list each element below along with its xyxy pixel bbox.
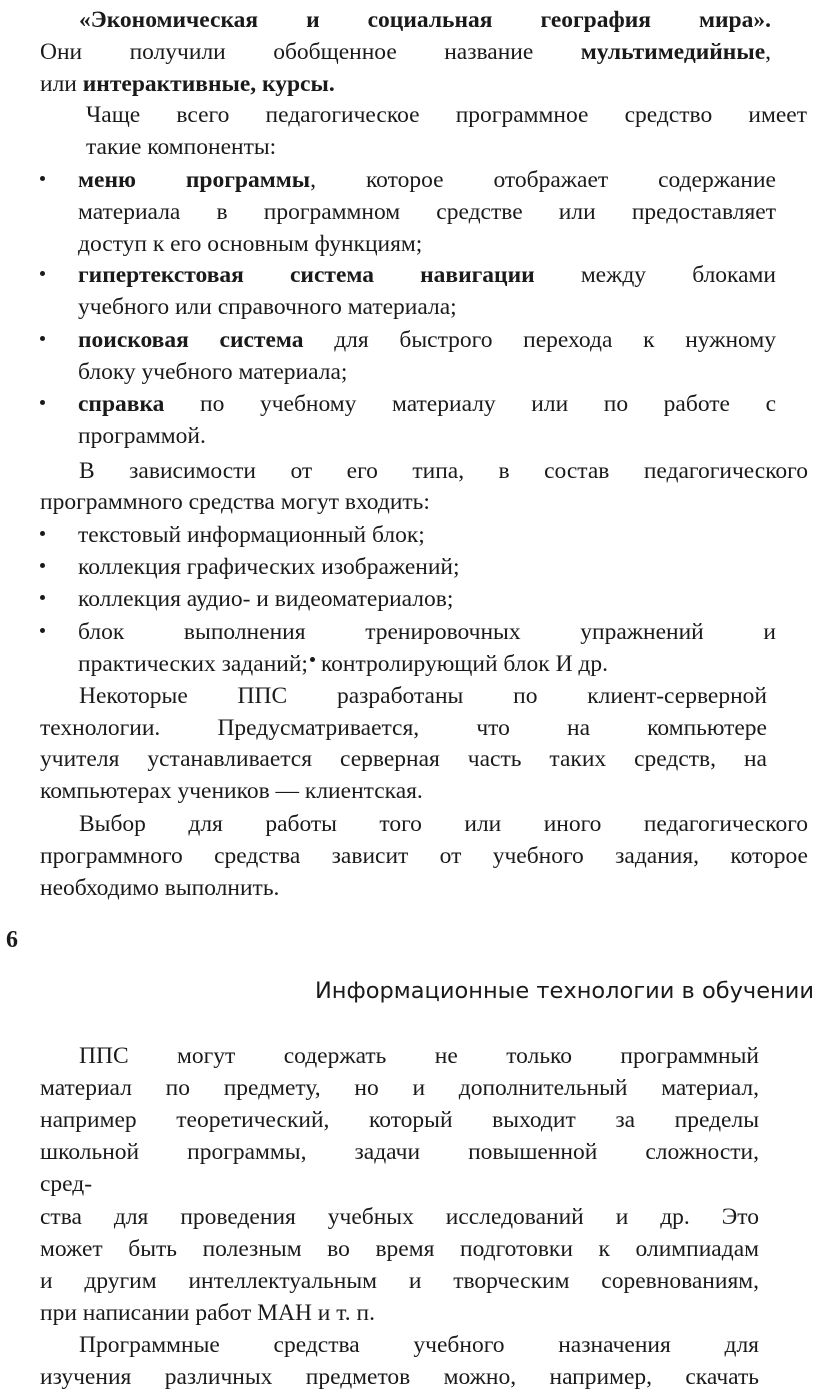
intro-line-2: Они получили обобщенное название мультимедийные, bbox=[40, 39, 771, 65]
list-item-menu: меню программы, которое отображает содержание материала в программном средстве или предоставляет доступ к его основным функциям; bbox=[40, 164, 776, 261]
bullet-icon bbox=[40, 176, 45, 181]
list-item-hypertext: гипертекстовая система навигации между блоками учебного или справочного материала; bbox=[40, 259, 776, 324]
content-line-8: и другим интеллектуальным и творческим соревнованиям, bbox=[40, 1268, 759, 1294]
client-server-line-3: учителя устанавливается серверная часть таких средств, на bbox=[40, 746, 767, 772]
content-line-1: ППС могут содержать не только программный bbox=[79, 1043, 759, 1069]
bullet-icon bbox=[310, 657, 315, 662]
list-item-media: коллекция аудио- и видеоматериалов; bbox=[40, 583, 776, 616]
list-item-exercises: блок выполнения тренировочных упражнений и практических заданий; контролирующий блок И др. bbox=[40, 616, 776, 681]
content-line-7: может быть полезным во время подготовки к олимпиадам bbox=[40, 1236, 759, 1262]
components-lead-2: такие компоненты: bbox=[86, 134, 277, 160]
page-number: 6 bbox=[6, 927, 18, 953]
choice-line-2: программного средства зависит от учебного задания, которое bbox=[40, 843, 808, 869]
content-line-3: например теоретический, который выходит за пределы bbox=[40, 1107, 759, 1133]
components-lead-1: Чаще всего педагогическое программное средство имеет bbox=[86, 102, 807, 128]
list-item-search: поисковая система для быстрого перехода к нужному блоку учебного материала; bbox=[40, 324, 776, 389]
content-line-6: ства для проведения учебных исследований и др. Это bbox=[40, 1204, 759, 1230]
content-line-2: материал по предмету, но и дополнительный материал, bbox=[40, 1075, 759, 1101]
bullet-icon bbox=[40, 400, 45, 405]
client-server-line-1: Некоторые ППС разработаны по клиент-серверной bbox=[79, 683, 767, 709]
bullet-icon bbox=[40, 336, 45, 341]
bullet-icon bbox=[40, 563, 45, 568]
bullet-icon bbox=[40, 531, 45, 536]
list-item-images: коллекция графических изображений; bbox=[40, 551, 776, 584]
bullet-icon bbox=[40, 271, 45, 276]
types-lead-1: В зависимости от его типа, в состав педагогического bbox=[79, 458, 808, 484]
tools-line-2: изучения различных предметов можно, например, скачать bbox=[40, 1364, 759, 1390]
content-line-9: при написании работ МАН и т. п. bbox=[40, 1300, 375, 1326]
intro-line-3: или интерактивные, курсы. bbox=[40, 71, 335, 97]
client-server-line-4: компьютерах учеников — клиентская. bbox=[40, 778, 423, 804]
content-line-4: школьной программы, задачи повышенной сложности, bbox=[40, 1139, 759, 1165]
tools-line-1: Программные средства учебного назначения для bbox=[79, 1332, 759, 1358]
types-lead-2: программного средства могут входить: bbox=[40, 489, 430, 515]
client-server-line-2: технологии. Предусматривается, что на компьютере bbox=[40, 715, 767, 741]
content-line-5: сред- bbox=[40, 1171, 93, 1197]
list-item-help: справка по учебному материалу или по работе с программой. bbox=[40, 388, 776, 453]
bullet-icon bbox=[40, 628, 45, 633]
intro-line-1: «Экономическая и социальная география мира». bbox=[79, 7, 771, 33]
list-item-text-block: текстовый информационный блок; bbox=[40, 519, 776, 552]
choice-line-1: Выбор для работы того или иного педагогического bbox=[79, 811, 808, 837]
running-head: Информационные технологии в обучении bbox=[314, 978, 814, 1004]
bullet-icon bbox=[40, 595, 45, 600]
choice-line-3: необходимо выполнить. bbox=[40, 875, 280, 901]
